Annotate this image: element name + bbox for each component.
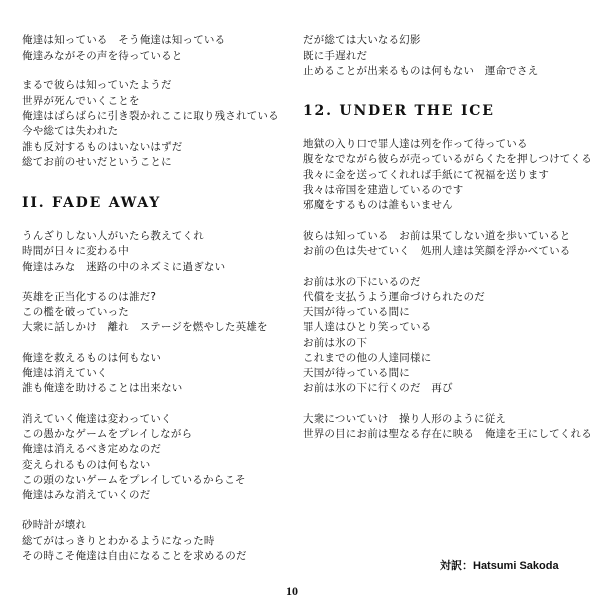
lyric-line: 俺達はばらばらに引き裂かれここに取り残されている [22,110,279,122]
lyric-line: まるで彼らは知っていたようだ [22,79,172,91]
translation-credit: 対訳：Hatsumi Sakoda [440,560,559,572]
lyric-line: 俺達はみな 迷路の中のネズミに過ぎない [22,261,226,273]
lyric-line: 腹をなでながら彼らが売っているがらくたを押しつけてくる [303,153,592,165]
lyric-line: お前の色は失せていく 処刑人達は笑顔を浮かべている [303,245,571,257]
lyric-line: うんざりしない人がいたら教えてくれ [22,230,204,242]
lyric-line: 彼らは知っている お前は果てしない道を歩いていると [303,230,571,242]
lyric-line: 誰も俺達を助けることは出来ない [22,382,183,394]
lyric-line: 世界が死んでいくことを [22,95,140,107]
lyric-line: お前は氷の下にいるのだ [303,276,421,288]
lyric-line: 我々は帝国を建造しているのです [303,184,464,196]
section-title-under-the-ice: 12. UNDER THE ICE [303,103,495,119]
lyric-line: 俺達みながその声を待っていると [22,50,183,62]
lyric-line: 俺達は消えていく [22,367,108,379]
lyric-line: 大衆についていけ 操り人形のように従え [303,413,507,425]
lyric-line: お前は氷の下 [303,337,368,349]
lyric-line: お前は氷の下に行くのだ 再び [303,382,453,394]
lyric-line: 時間が日々に変わる中 [22,245,129,257]
lyric-line: 邪魔をするものは誰もいません [303,199,453,211]
lyric-line: この頭のないゲームをプレイしているからこそ [22,474,246,486]
lyric-line: その時こそ俺達は自由になることを求めるのだ [22,550,247,562]
lyric-line: この檻を破っていった [22,306,129,318]
lyric-line: 既に手遅れだ [303,50,368,62]
lyric-line: 止めることが出来るものは何もない 運命でさえ [303,65,539,77]
lyric-line: 総てがはっきりとわかるようになった時 [22,535,215,547]
lyric-line: 天国が待っている間に [303,306,410,318]
lyric-line: 罪人達はひとり笑っている [303,321,432,333]
lyric-line: この愚かなゲームをプレイしながら [22,428,193,440]
lyric-line: 俺達は消えるべき定めなのだ [22,443,162,455]
lyric-line: 誰も反対するものはいないはずだ [22,141,183,153]
lyric-line: 我々に金を送ってくれれば手紙にて祝福を送ります [303,169,550,181]
lyric-line: 天国が待っている間に [303,367,410,379]
lyric-line: 英雄を正当化するのは誰だ? [22,291,157,303]
lyric-line: 今や総ては失われた [22,125,119,137]
lyric-line: 地獄の入り口で罪人達は列を作って待っている [303,138,528,150]
lyric-line: 世界の目にお前は聖なる存在に映る 俺達を王にしてくれる [303,428,592,440]
lyric-line: これまでの他の人達同様に [303,352,432,364]
section-title-fade-away: II. FADE AWAY [22,195,162,211]
lyric-line: 代償を支払うよう運命づけられたのだ [303,291,485,303]
lyric-line: 俺達を救えるものは何もない [22,352,162,364]
lyric-line: 総てお前のせいだということに [22,156,172,168]
lyric-line: 変えられるものは何もない [22,459,151,471]
lyric-line: 消えていく俺達は変わっていく [22,413,172,425]
page-number: 10 [286,584,298,598]
lyric-line: 俺達はみな消えていくのだ [22,489,151,501]
lyric-line: 俺達は知っている そう俺達は知っている [22,34,226,46]
lyric-line: 砂時計が壊れ [22,519,87,531]
lyric-line: だが総ては大いなる幻影 [303,34,421,46]
lyric-line: 大衆に話しかけ 離れ ステージを燃やした英雄を [22,321,268,333]
